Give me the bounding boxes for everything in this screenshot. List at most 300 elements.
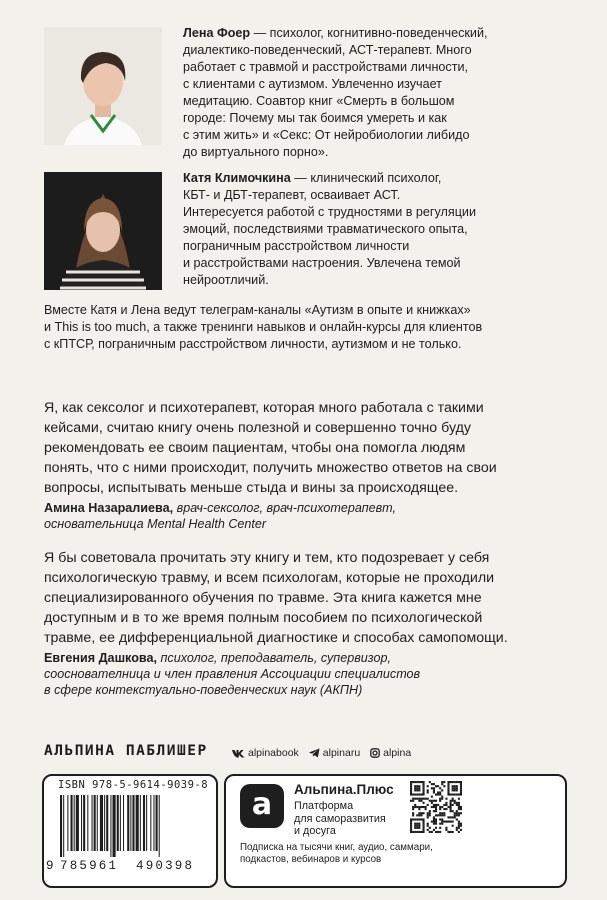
qr-module bbox=[416, 814, 418, 816]
qr-module bbox=[456, 814, 458, 816]
qr-module bbox=[414, 804, 416, 806]
qr-module bbox=[422, 823, 424, 825]
qr-module bbox=[412, 793, 414, 795]
qr-module bbox=[456, 804, 458, 806]
qr-module bbox=[422, 787, 424, 789]
qr-module bbox=[456, 812, 458, 814]
author-bio-katya bbox=[183, 170, 583, 289]
qr-module bbox=[439, 827, 441, 829]
qr-module bbox=[412, 781, 414, 783]
barcode-bar bbox=[83, 795, 85, 851]
barcode-digits bbox=[46, 859, 194, 873]
qr-module bbox=[447, 783, 449, 785]
qr-module bbox=[456, 818, 458, 820]
qr-module bbox=[458, 812, 460, 814]
qr-module bbox=[427, 814, 429, 816]
qr-module bbox=[418, 831, 420, 833]
alpina-plus-subtitle bbox=[294, 800, 386, 838]
qr-module bbox=[450, 802, 452, 804]
qr-module bbox=[458, 781, 460, 783]
barcode-bar bbox=[67, 795, 68, 851]
barcode-bar bbox=[132, 795, 134, 851]
barcode-bar bbox=[71, 795, 73, 851]
qr-module bbox=[452, 831, 454, 833]
text-line: Я, как сексолог и психотерапевт, которая много работала с такими bbox=[44, 400, 484, 416]
qr-module bbox=[443, 812, 445, 814]
qr-module bbox=[414, 806, 416, 808]
barcode-bar bbox=[156, 795, 158, 851]
reviewer-name: Амина Назаралиева, bbox=[44, 501, 174, 515]
review-quote bbox=[44, 548, 589, 648]
qr-module bbox=[458, 804, 460, 806]
qr-module bbox=[429, 831, 431, 833]
text-line: кейсами, считаю книгу очень полезной и совершенно точно буду bbox=[44, 420, 471, 436]
barcode-bar bbox=[76, 795, 79, 851]
qr-module bbox=[435, 810, 437, 812]
qr-module bbox=[431, 800, 433, 802]
instagram-link[interactable] bbox=[370, 747, 411, 759]
qr-module bbox=[441, 821, 443, 823]
qr-module bbox=[435, 793, 437, 795]
qr-module bbox=[416, 825, 418, 827]
qr-module bbox=[439, 818, 441, 820]
barcode-bar bbox=[146, 795, 147, 851]
qr-module bbox=[439, 808, 441, 810]
qr-module bbox=[458, 827, 460, 829]
qr-module bbox=[422, 806, 424, 808]
qr-module bbox=[416, 798, 418, 800]
qr-module bbox=[439, 806, 441, 808]
qr-module bbox=[460, 785, 462, 787]
qr-module bbox=[412, 806, 414, 808]
text-line: подкастов, вебинаров и курсов bbox=[240, 854, 382, 865]
qr-module bbox=[410, 793, 412, 795]
qr-module bbox=[410, 781, 412, 783]
qr-module bbox=[441, 783, 443, 785]
social-links bbox=[232, 747, 411, 759]
vk-link[interactable] bbox=[232, 747, 299, 759]
qr-module bbox=[441, 806, 443, 808]
qr-module bbox=[414, 787, 416, 789]
qr-module bbox=[460, 806, 462, 808]
qr-module bbox=[450, 816, 452, 818]
qr-module bbox=[450, 806, 452, 808]
reviewer-role: сооснователница и член правления Ассоциации специалистов bbox=[44, 667, 421, 681]
qr-module bbox=[420, 818, 422, 820]
qr-module bbox=[445, 798, 447, 800]
qr-module bbox=[456, 802, 458, 804]
qr-module bbox=[435, 804, 437, 806]
qr-module bbox=[441, 796, 443, 798]
qr-module bbox=[441, 814, 443, 816]
qr-module bbox=[420, 806, 422, 808]
qr-module bbox=[435, 821, 437, 823]
reviewer-role: врач-сексолог, врач-психотерапевт, bbox=[173, 501, 396, 515]
qr-module bbox=[447, 821, 449, 823]
bio-line: диалектико-поведенческий, АСТ-терапевт. Много bbox=[183, 43, 472, 57]
qr-module bbox=[420, 814, 422, 816]
qr-module bbox=[447, 785, 449, 787]
qr-module bbox=[435, 823, 437, 825]
text-line: рекомендовать ее своим пациентам, чтобы она помогла людям bbox=[44, 440, 466, 456]
qr-module bbox=[414, 825, 416, 827]
qr-module bbox=[458, 793, 460, 795]
qr-module bbox=[433, 818, 435, 820]
qr-module bbox=[418, 781, 420, 783]
qr-module bbox=[460, 789, 462, 791]
qr-module bbox=[414, 831, 416, 833]
qr-module bbox=[460, 823, 462, 825]
barcode-bar bbox=[130, 795, 131, 851]
qr-module bbox=[431, 806, 433, 808]
qr-module bbox=[427, 825, 429, 827]
qr-module bbox=[456, 785, 458, 787]
qr-module bbox=[414, 793, 416, 795]
qr-module bbox=[458, 798, 460, 800]
qr-module bbox=[458, 831, 460, 833]
text-line: доступным и в то же время полным пособием по психологической bbox=[44, 610, 483, 626]
qr-module bbox=[450, 808, 452, 810]
qr-module bbox=[437, 791, 439, 793]
qr-module bbox=[433, 783, 435, 785]
bio-line: КБТ- и ДБТ-терапевт, осваивает АСТ. bbox=[183, 188, 401, 202]
qr-module bbox=[433, 800, 435, 802]
qr-module bbox=[435, 818, 437, 820]
qr-module bbox=[437, 831, 439, 833]
qr-module bbox=[452, 816, 454, 818]
qr-module bbox=[427, 789, 429, 791]
author-name: Катя Климочкина bbox=[183, 171, 291, 185]
qr-module bbox=[460, 781, 462, 783]
qr-module bbox=[458, 802, 460, 804]
qr-module bbox=[443, 814, 445, 816]
qr-module bbox=[439, 800, 441, 802]
qr-module bbox=[454, 781, 456, 783]
text-line: Я бы советовала прочитать эту книгу и тем, кто подозревает у себя bbox=[44, 550, 490, 566]
barcode-bar bbox=[110, 795, 111, 857]
qr-module bbox=[447, 816, 449, 818]
telegram-icon bbox=[309, 748, 320, 758]
qr-module bbox=[427, 791, 429, 793]
qr-module bbox=[456, 793, 458, 795]
qr-module bbox=[422, 821, 424, 823]
bio-line: — психолог, когнитивно-поведенческий, bbox=[250, 26, 488, 40]
reviewer-role: психолог, преподаватель, супервизор, bbox=[156, 651, 392, 665]
qr-module bbox=[416, 793, 418, 795]
reviewer-name: Евгения Дашкова, bbox=[44, 651, 157, 665]
qr-module bbox=[422, 818, 424, 820]
qr-module bbox=[452, 789, 454, 791]
qr-module bbox=[410, 800, 412, 802]
qr-module bbox=[441, 798, 443, 800]
qr-module bbox=[443, 804, 445, 806]
qr-code[interactable] bbox=[410, 781, 462, 833]
publisher-logo: АЛЬПИНА ПАБЛИШЕР bbox=[44, 743, 208, 759]
qr-module bbox=[422, 802, 424, 804]
barcode-bar bbox=[123, 795, 124, 851]
barcode-bar bbox=[81, 795, 82, 851]
qr-module bbox=[420, 812, 422, 814]
qr-module bbox=[410, 831, 412, 833]
qr-module bbox=[427, 804, 429, 806]
barcode bbox=[60, 795, 206, 857]
qr-module bbox=[418, 808, 420, 810]
telegram-link[interactable] bbox=[309, 747, 360, 759]
qr-module bbox=[412, 818, 414, 820]
qr-module bbox=[416, 785, 418, 787]
qr-module bbox=[433, 823, 435, 825]
text-line: понять, что с ними происходит, получить множество ответов на свои bbox=[44, 460, 497, 476]
qr-module bbox=[429, 781, 431, 783]
qr-module bbox=[454, 785, 456, 787]
qr-module bbox=[412, 798, 414, 800]
text-line: Подписка на тысячи книг, аудио, саммари, bbox=[240, 842, 433, 853]
qr-module bbox=[422, 789, 424, 791]
qr-module bbox=[429, 810, 431, 812]
qr-module bbox=[439, 831, 441, 833]
barcode-bar bbox=[106, 795, 108, 851]
qr-module bbox=[433, 787, 435, 789]
bio-line: Интересуется работой с трудностями в регуляции bbox=[183, 205, 476, 219]
barcode-bar bbox=[92, 795, 93, 851]
qr-module bbox=[433, 791, 435, 793]
qr-module bbox=[447, 781, 449, 783]
qr-module bbox=[460, 829, 462, 831]
bio-line: нейроотличий. bbox=[183, 273, 269, 287]
qr-module bbox=[452, 793, 454, 795]
qr-module bbox=[418, 785, 420, 787]
qr-module bbox=[439, 791, 441, 793]
qr-module bbox=[458, 808, 460, 810]
qr-module bbox=[431, 821, 433, 823]
qr-module bbox=[441, 823, 443, 825]
qr-module bbox=[460, 791, 462, 793]
text-line: с кПТСР, пограничным расстройством личности, аутизмом и не только. bbox=[44, 337, 462, 351]
qr-module bbox=[435, 827, 437, 829]
qr-module bbox=[437, 785, 439, 787]
qr-module bbox=[435, 831, 437, 833]
qr-module bbox=[456, 829, 458, 831]
qr-module bbox=[445, 821, 447, 823]
qr-module bbox=[410, 829, 412, 831]
qr-module bbox=[447, 787, 449, 789]
qr-module bbox=[425, 808, 427, 810]
qr-module bbox=[429, 812, 431, 814]
qr-module bbox=[458, 825, 460, 827]
qr-module bbox=[431, 787, 433, 789]
qr-module bbox=[412, 800, 414, 802]
qr-module bbox=[422, 812, 424, 814]
qr-module bbox=[412, 812, 414, 814]
text-line: травме, ее дифференциальной диагностике и способах самопомощи. bbox=[44, 630, 508, 646]
qr-module bbox=[435, 814, 437, 816]
qr-module bbox=[452, 810, 454, 812]
qr-module bbox=[410, 818, 412, 820]
qr-module bbox=[416, 831, 418, 833]
alpina-plus-title: Альпина.Плюс bbox=[294, 782, 394, 797]
author-name: Лена Фоер bbox=[183, 26, 251, 40]
qr-module bbox=[450, 804, 452, 806]
qr-module bbox=[410, 783, 412, 785]
qr-module bbox=[418, 806, 420, 808]
qr-module bbox=[452, 804, 454, 806]
qr-module bbox=[422, 781, 424, 783]
barcode-digits-right: 490398 bbox=[136, 859, 195, 873]
qr-module bbox=[456, 810, 458, 812]
qr-module bbox=[435, 785, 437, 787]
qr-module bbox=[422, 829, 424, 831]
qr-module bbox=[452, 800, 454, 802]
qr-module bbox=[439, 814, 441, 816]
qr-module bbox=[425, 806, 427, 808]
qr-module bbox=[418, 818, 420, 820]
qr-module bbox=[431, 783, 433, 785]
qr-module bbox=[427, 829, 429, 831]
qr-module bbox=[410, 785, 412, 787]
author-photo-katya bbox=[44, 172, 162, 290]
qr-module bbox=[418, 787, 420, 789]
isbn-number: ISBN 978-5-9614-9039-8 bbox=[58, 779, 209, 791]
barcode-bar bbox=[153, 795, 154, 851]
qr-module bbox=[414, 789, 416, 791]
barcode-bar bbox=[97, 795, 98, 851]
qr-module bbox=[410, 789, 412, 791]
qr-module bbox=[422, 785, 424, 787]
review-quote bbox=[44, 398, 589, 498]
qr-module bbox=[427, 823, 429, 825]
text-line: специализированного обучения по травме. Эта книга кажется мне bbox=[44, 590, 482, 606]
qr-module bbox=[433, 816, 435, 818]
qr-module bbox=[427, 798, 429, 800]
barcode-bar bbox=[94, 795, 96, 851]
instagram-icon bbox=[370, 748, 380, 758]
barcode-bar bbox=[113, 795, 116, 857]
text-line: для саморазвития bbox=[294, 812, 386, 825]
barcode-digits-left: 785961 bbox=[60, 859, 119, 873]
text-line: Платформа bbox=[294, 800, 354, 812]
social-handle: alpina bbox=[383, 747, 412, 759]
qr-module bbox=[425, 798, 427, 800]
qr-module bbox=[456, 789, 458, 791]
qr-module bbox=[416, 789, 418, 791]
qr-module bbox=[416, 818, 418, 820]
qr-module bbox=[418, 823, 420, 825]
qr-module bbox=[422, 793, 424, 795]
qr-module bbox=[460, 825, 462, 827]
alpina-plus-app-icon bbox=[240, 784, 284, 828]
qr-module bbox=[437, 804, 439, 806]
qr-module bbox=[420, 793, 422, 795]
qr-module bbox=[452, 798, 454, 800]
qr-module bbox=[433, 829, 435, 831]
bio-line: работает с травмой и расстройствами личности, bbox=[183, 60, 469, 74]
qr-module bbox=[437, 814, 439, 816]
author-bio-lena bbox=[183, 25, 583, 161]
social-handle: alpinabook bbox=[248, 747, 299, 759]
barcode-bar bbox=[159, 795, 160, 857]
qr-module bbox=[418, 827, 420, 829]
bio-line: с клиентами с аутизмом. Увлеченно изучает bbox=[183, 77, 442, 91]
portrait-illustration bbox=[44, 172, 162, 290]
qr-module bbox=[412, 808, 414, 810]
text-line: Вместе Катя и Лена ведут телеграм-каналы «Аутизм в опыте и книжках» bbox=[44, 303, 471, 317]
qr-module bbox=[441, 818, 443, 820]
text-line: и This is too much, а также тренинги навыков и онлайн-курсы для клиентов bbox=[44, 320, 483, 334]
qr-module bbox=[458, 814, 460, 816]
qr-module bbox=[418, 814, 420, 816]
qr-module bbox=[410, 787, 412, 789]
qr-module bbox=[454, 816, 456, 818]
app-icon-letter: a bbox=[251, 787, 273, 822]
alpina-plus-note bbox=[240, 842, 433, 866]
reviewer-role: основательница Mental Health Center bbox=[44, 517, 267, 531]
qr-module bbox=[460, 812, 462, 814]
qr-module bbox=[418, 798, 420, 800]
qr-module bbox=[420, 798, 422, 800]
text-line: и досуга bbox=[294, 825, 336, 837]
qr-module bbox=[422, 831, 424, 833]
qr-module bbox=[456, 781, 458, 783]
qr-module bbox=[445, 829, 447, 831]
qr-module bbox=[441, 812, 443, 814]
qr-module bbox=[445, 802, 447, 804]
qr-module bbox=[452, 821, 454, 823]
qr-module bbox=[435, 806, 437, 808]
qr-module bbox=[450, 800, 452, 802]
qr-module bbox=[437, 793, 439, 795]
qr-module bbox=[410, 821, 412, 823]
barcode-bar bbox=[104, 795, 105, 851]
qr-module bbox=[454, 787, 456, 789]
qr-module bbox=[458, 823, 460, 825]
qr-module bbox=[416, 787, 418, 789]
qr-module bbox=[433, 789, 435, 791]
qr-module bbox=[433, 806, 435, 808]
barcode-bar bbox=[120, 795, 121, 851]
qr-module bbox=[460, 787, 462, 789]
qr-module bbox=[435, 800, 437, 802]
qr-module bbox=[443, 808, 445, 810]
qr-module bbox=[412, 814, 414, 816]
qr-module bbox=[456, 787, 458, 789]
bio-line: — клинический психолог, bbox=[290, 171, 442, 185]
qr-module bbox=[422, 827, 424, 829]
text-line: вопросы, испытывать меньше стыда и вины за происходящее. bbox=[44, 480, 459, 496]
barcode-bar bbox=[74, 795, 75, 851]
qr-module bbox=[454, 802, 456, 804]
qr-module bbox=[447, 793, 449, 795]
qr-module bbox=[454, 800, 456, 802]
qr-module bbox=[429, 800, 431, 802]
bio-line: пограничным расстройством личности bbox=[183, 239, 410, 253]
barcode-digit-lead: 9 bbox=[46, 859, 56, 873]
qr-module bbox=[410, 823, 412, 825]
qr-module bbox=[460, 793, 462, 795]
qr-module bbox=[433, 804, 435, 806]
review-attribution bbox=[44, 500, 589, 532]
qr-module bbox=[418, 825, 420, 827]
qr-module bbox=[427, 785, 429, 787]
qr-module bbox=[439, 812, 441, 814]
text-line: психологическую травму, и всем психологам, которые не проходили bbox=[44, 570, 495, 586]
barcode-bar bbox=[143, 795, 145, 851]
qr-module bbox=[416, 781, 418, 783]
qr-module bbox=[422, 798, 424, 800]
qr-module bbox=[435, 808, 437, 810]
review-attribution bbox=[44, 650, 589, 698]
qr-module bbox=[447, 791, 449, 793]
qr-module bbox=[414, 781, 416, 783]
